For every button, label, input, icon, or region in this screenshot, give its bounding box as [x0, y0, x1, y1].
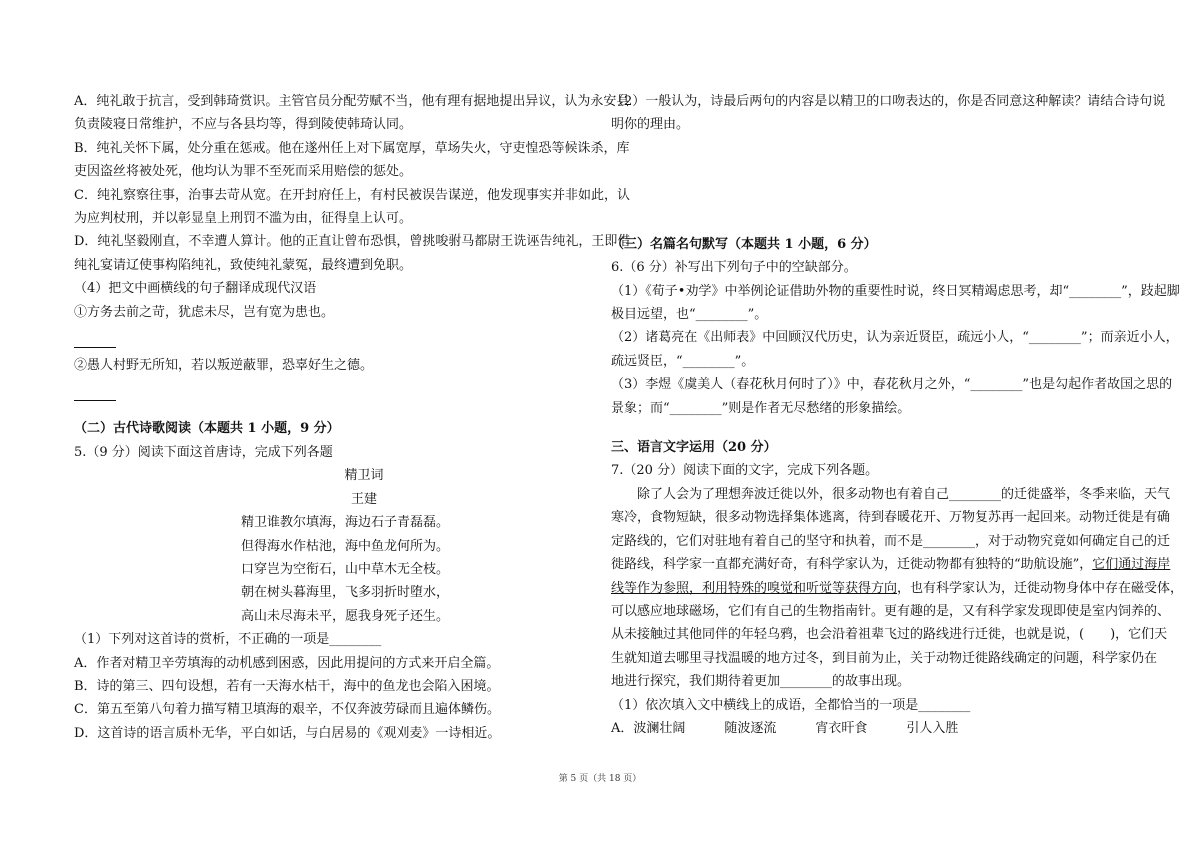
- q5-1-option: C．第五至第八句着力描写精卫填海的艰辛，不仅奔波劳碌而且遍体鳞伤。: [74, 702, 500, 718]
- q3-options: [74, 90, 631, 277]
- q6-1-line-1: （1）《荀子•劝学》中举例论证借助外物的重要性时说，终日冥精竭虑思考，却“________”，跂起脚: [611, 283, 1180, 299]
- q7-1-option-a: A．波澜壮阔 随波逐流 宵衣旰食 引人入胜: [611, 720, 959, 736]
- q7-passage-line: [611, 553, 1171, 576]
- q7-passage-text: 徙路线，科学家一直都充满好奇，有科学家认为，迁徙动物都有独特的“助航设施”，: [611, 557, 1093, 573]
- q7-passage-line: 除了人会为了理想奔波迁徙以外，很多动物也有着自己________的迁徙盛举，冬季来临，天气: [637, 486, 1171, 502]
- q5-1-option: A．作者对精卫辛劳填海的动机感到困惑，因此用提问的方式来开启全篇。: [74, 655, 500, 671]
- q4-sentence-2: ②愚人村野无所知，若以叛逆蔽罪，恐辜好生之德。: [74, 358, 374, 374]
- q7-passage-line: 可以感应地球磁场，它们有自己的生物指南针。更有趣的是，又有科学家发现即使是室内饲养的、: [611, 603, 1171, 619]
- q3-option-line: A．纯礼敢于抗言，受到韩琦赏识。主管官员分配劳赋不当，他有理有据地提出异议，认为永安县: [74, 94, 630, 109]
- section-2-title: （二）古代诗歌阅读（本题共 1 小题，9 分）: [74, 421, 340, 437]
- underlined-sentence: 线等作为参照，利用特殊的嗅觉和听觉等获得方向: [611, 580, 898, 596]
- q3-option-line: 负责陵寝日常维护，不应与各县均等，得到陵使韩琦认同。: [74, 117, 413, 133]
- q5-1-options: [74, 652, 594, 746]
- q4-stem: （4）把文中画横线的句子翻译成现代汉语: [74, 281, 317, 297]
- q5-1-option: D．这首诗的语言质朴无华，平白如话，与白居易的《观刈麦》一诗相近。: [74, 725, 501, 741]
- part-3-title: 三、语言文字运用（20 分）: [611, 440, 777, 456]
- underlined-sentence: 它们通过海岸: [1092, 557, 1171, 573]
- q7-1-stem: （1）依次填入文中横线上的成语，全都恰当的一项是________: [611, 697, 971, 713]
- right-column: [611, 90, 1184, 740]
- q3-option-line: 纯礼宴请辽使事构陷纯礼，致使纯礼蒙冤，最终遭到免职。: [74, 257, 413, 273]
- q7-passage-line: 寒冷，食物短缺，很多动物选择集体逃离，待到春暖花开、万物复苏再一起回来。动物迁徙是有确: [611, 510, 1171, 526]
- q3-option-line: C．纯礼察察往事，治事去苛从宽。在开封府任上，有村民被误告谋逆，他发现事实并非如此，认: [74, 187, 630, 203]
- q6-1-line-2: 极目远望，也“________”。: [611, 307, 768, 323]
- q6-2-line-1: （2）诸葛亮在《出师表》中回顾汉代历史，认为亲近贤臣，疏远小人，“________”；而亲近小人，: [611, 330, 1179, 346]
- answer-line: [74, 385, 116, 401]
- page-footer: 第 5 页（共 18 页）: [558, 774, 642, 784]
- q5-stem: 5.（9 分）阅读下面这首唐诗，完成下列各题: [74, 444, 333, 460]
- poem-title: 精卫词: [344, 468, 384, 484]
- poem-body: [74, 511, 594, 628]
- q6-2-line-2: 疏远贤臣，“________”。: [611, 353, 755, 369]
- q5-2-line-2: 明你的理由。: [611, 117, 690, 133]
- answer-line: [74, 332, 116, 348]
- q5-2-line-1: （2）一般认为，诗最后两句的内容是以精卫的口吻表达的，你是否同意这种解读？请结合诗句说: [611, 94, 1166, 109]
- poem-line: 口穿岂为空衔石，山中草木无全枝。: [241, 561, 450, 577]
- q4-sentence-1: ①方务去前之苛，犹虑未尽，岂有宽为患也。: [74, 304, 335, 320]
- q7-passage-line: 地进行探究，我们期待着更加________的故事出现。: [611, 674, 911, 690]
- poem-line: 但得海水作枯池，海中鱼龙何所为。: [241, 538, 450, 554]
- q6-3-line-1: （3）李煜《虞美人（春花秋月何时了）》中，春花秋月之外，“________”也是勾起作者故国之思的: [611, 377, 1173, 393]
- q7-passage-line: 生就知道去哪里寻找温暖的地方过冬，到目前为止，关于动物迁徙路线确定的问题，科学家仍在: [611, 650, 1158, 666]
- left-column: [74, 90, 631, 745]
- poem-author: 王建: [350, 491, 377, 507]
- q5-1-stem: （1）下列对这首诗的赏析，不正确的一项是________: [74, 632, 382, 648]
- poem-line: 精卫谁教尔填海，海边石子青磊磊。: [241, 515, 450, 531]
- q7-stem: 7.（20 分）阅读下面的文字，完成下列各题。: [611, 463, 879, 479]
- q7-passage-line: 从未接触过其他同伴的年轻乌鸦，也会沿着祖辈飞过的路线进行迁徙，也就是说，( )，它们天: [611, 627, 1168, 643]
- q7-passage-line: [611, 577, 1184, 600]
- q3-option-line: D．纯礼坚毅刚直，不幸遭人算计。他的正直让曾布恐惧，曾挑唆驸马都尉王诜诬告纯礼，王即借: [74, 234, 631, 250]
- q7-passage-text: ，也有科学家认为，迁徙动物身体中存在磁受体，: [897, 580, 1184, 596]
- q6-3-line-2: 景象；而“________”则是作者无尽愁绪的形象描绘。: [611, 400, 911, 416]
- poem-line: 朝在树头暮海里，飞多羽折时堕水，: [241, 585, 450, 601]
- q3-option-line: 吏因盗丝将被处死，他均认为罪不至死而采用赔偿的惩处。: [74, 164, 413, 180]
- q3-option-line: B．纯礼关怀下属，处分重在惩戒。他在遂州任上对下属宽厚，草场失火，守吏惶恐等候诛杀，库: [74, 140, 630, 156]
- q7-passage-line: 定路线的，它们对驻地有着自己的坚守和执着，而不是________，对于动物究竟如何确定自己的迁: [611, 533, 1171, 549]
- poem-line: 高山未尽海未平，愿我身死子还生。: [241, 608, 450, 624]
- q5-1-option: B．诗的第三、四句设想，若有一天海水枯干，海中的鱼龙也会陷入困境。: [74, 678, 500, 694]
- q6-stem: 6.（6 分）补写出下列句子中的空缺部分。: [611, 260, 857, 276]
- q3-option-line: 为应判杖刑，并以彰显皇上刑罚不滥为由，征得皇上认可。: [74, 211, 413, 227]
- section-3-title: （三）名篇名句默写（本题共 1 小题，6 分）: [611, 236, 877, 252]
